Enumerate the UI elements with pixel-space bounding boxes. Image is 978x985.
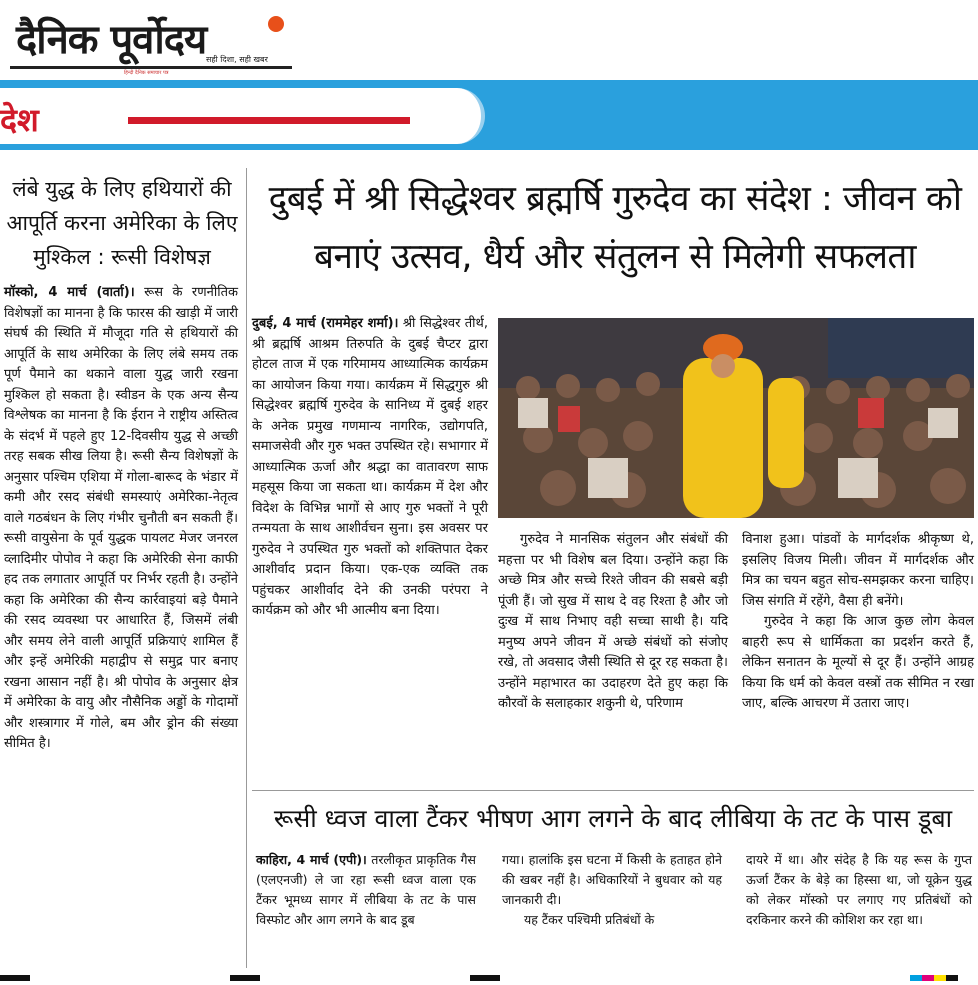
main-story-headline: दुबई में श्री सिद्धेश्वर ब्रह्मर्षि गुरुदेव का संदेश : जीवन को बनाएं उत्सव, धैर्य और संतुलन से मिलेगी सफलता [268,179,962,277]
masthead-rule [10,66,292,69]
left-story-text: रूस के रणनीतिक विशेषज्ञों का मानना है कि फारस की खाड़ी में जारी संघर्ष की स्थिति में मौजूदा गति से हथियारों की आपूर्ति के साथ अमेरिका के लिए लंबे समय तक पूर्ण पैमाने का थकाने वाला युद्ध जारी रखना मुश्किल हो सकता है। स्वीडन के एक अन्य सैन्य विश्लेषक का मानना है कि ईरान ने राष्ट्रीय अस्तित्व के संदर्भ में पहले हुए 12-दिवसीय युद्ध से अच्छी तरह सबक सीख लिया है। रूसी सैन्य विशेषज्ञों के अनुसार पश्चिम एशिया में गोला-बारूद के भंडार में कमी और रसद संबंधी समस्याएं अमेरिका-नेतृत्व वाले गठबंधन के लिए गंभीर चुनौती बन सकती हैं। रूसी वायुसेना के पूर्व युद्धक पायलट मेजर जनरल व्लादिमीर पोपोव ने कहा कि अमेरिकी सेना काफी हद तक लगातार आपूर्ति पर निर्भर रहती है। उन्होंने कहा कि अमेरिका की सैन्य कार्रवाइयां बड़े पैमाने की रसद व्यवस्था पर आधारित हैं, जिसमें लंबी और समय लेने वाली आपूर्ति प्रक्रियाएं शामिल हैं और इन्हें अमेरिकी महाद्वीप से समुद्र पार बनाए रखना आसान नहीं है। श्री पोपोव के अनुसार क्षेत्र में अमेरिका के वायु और नौसैनिक अड्डों के गोदामों और शस्त्रागार में गोले, बम और ड्रोन की संख्या सीमित है। [4,285,238,751]
main-story-col3b-text: गुरुदेव ने कहा कि आज कुछ लोग केवल बाहरी रूप से धार्मिकता का प्रदर्शन करते हैं, लेकिन सनातन के मूल्यों से दूर हैं। उन्होंने आग्रह किया कि धर्म को केवल वस्त्रों तक सीमित न रखा जाए, बल्कि आचरण में उतारा जाए। [742,614,974,711]
registration-marks [0,973,978,981]
column-divider [246,168,247,968]
left-story-headline: लंबे युद्ध के लिए हथियारों की आपूर्ति करना अमेरिका के लिए मुश्किल : रूसी विशेषज्ञ [6,177,238,269]
masthead-title: दैनिक पूर्वोदय [16,17,207,63]
section-label: देश [0,101,39,139]
bottom-story-col2a-text: गया। हालांकि इस घटना में किसी के हताहत होने की खबर नहीं है। अधिकारियों ने बुधवार को यह जानकारी दी। [502,852,722,907]
bottom-story-col3 [746,850,972,930]
print-registration-strip [0,966,978,974]
main-story-dateline: दुबई, 4 मार्च (राममेहर शर्मा)। [252,316,399,331]
main-story-col2 [498,530,728,715]
main-story-col3a-text: विनाश हुआ। पांडवों के मार्गदर्शक श्रीकृष्ण थे, इसलिए विजय मिली। जीवन में मार्गदर्शक और मित्र का चयन बहुत सोच-समझकर करना चाहिए। जिस संगति में रहेंगे, वैसा ही बनेंगे। [742,532,974,609]
story-divider [252,790,974,791]
bottom-story-col3-text: दायरे में था। और संदेह है कि यह रूस के गुप्त ऊर्जा टैंकर के बेड़े का हिस्सा था, जो यूक्रेन युद्ध को लेकर मॉस्को पर लगाए गए प्रतिबंधों को दरकिनार करने की कोशिश कर रहा था। [746,852,972,927]
bottom-story-col2 [502,850,722,930]
masthead-tagline: सही दिशा, सही खबर [206,55,268,64]
section-label-pill [0,88,485,144]
masthead-logo-dot [268,16,284,32]
main-story-col1-text: श्री सिद्धेश्वर तीर्थ, श्री ब्रह्मर्षि आश्रम तिरुपति के दुबई चैप्टर द्वारा होटल ताज में एक गरिमामय आध्यात्मिक कार्यक्रम का आयोजन किया गया। कार्यक्रम में सिद्धगुरु श्री सिद्धेश्वर ब्रह्मर्षि गुरुदेव के सानिध्य में दुबई शहर के अनेक प्रमुख गणमान्य नागरिक, उद्योगपति, समाजसेवी और गुरु भक्त उपस्थित रहे। सभागार में आध्यात्मिक ऊर्जा और श्रद्धा का वातावरण साफ महसूस किया जा सकता था। कार्यक्रम में देश और विदेश के विभिन्न भागों से आए गुरु भक्तों ने पूरी तन्मयता के साथ आशीर्वचन सुना। इस अवसर पर गुरुदेव ने उपस्थित गुरु भक्तों को शक्तिपात देकर आशीर्वाद प्रदान किया। एक-एक व्यक्ति तक पहुंचकर आशीर्वाद देने की उनकी परंपरा ने कार्यक्रम को और भी आत्मीय बना दिया। [252,316,488,618]
event-photo [498,318,974,518]
event-photo-illustration [498,318,974,518]
bottom-story-col1-text: तरलीकृत प्राकृतिक गैस (एलएनजी) ले जा रहा रूसी ध्वज वाला एक टैंकर भूमध्य सागर में लीबिया के तट के पास विस्फोट और आग लगने के बाद डूब [256,852,476,927]
bottom-story-col1 [256,850,476,930]
main-story-col1 [252,314,488,622]
left-story-body [4,283,238,755]
section-label-bar [128,117,410,124]
left-story-dateline: मॉस्को, 4 मार्च (वार्ता)। [4,285,135,300]
masthead-subtitle: हिन्दी दैनिक समाचार पत्र [124,70,169,76]
bottom-story-headline: रूसी ध्वज वाला टैंकर भीषण आग लगने के बाद लीबिया के तट के पास डूबा [273,804,953,833]
masthead [10,4,300,76]
main-story-col2-text: गुरुदेव ने मानसिक संतुलन और संबंधों की महत्ता पर भी विशेष बल दिया। उन्होंने कहा कि अच्छे मित्र और सच्चे रिश्ते जीवन की सबसे बड़ी पूंजी हैं। जो सुख में साथ दे वह रिश्ता है और जो दुःख में साथ निभाए वही सच्चा साथी है। यदि मनुष्य अपने जीवन में अच्छे संबंधों को संजोए रखे, तो अवसाद जैसी स्थिति से दूर रह सकता है। उन्होंने महाभारत का उदाहरण देते हुए कहा कि कौरवों के सलाहकार शकुनी थे, परिणाम [498,532,728,711]
section-banner [0,80,978,150]
bottom-story-dateline: काहिरा, 4 मार्च (एपी)। [256,852,367,867]
main-story-col3 [742,530,974,715]
bottom-story-col2b-text: यह टैंकर पश्चिमी प्रतिबंधों के [524,912,655,927]
